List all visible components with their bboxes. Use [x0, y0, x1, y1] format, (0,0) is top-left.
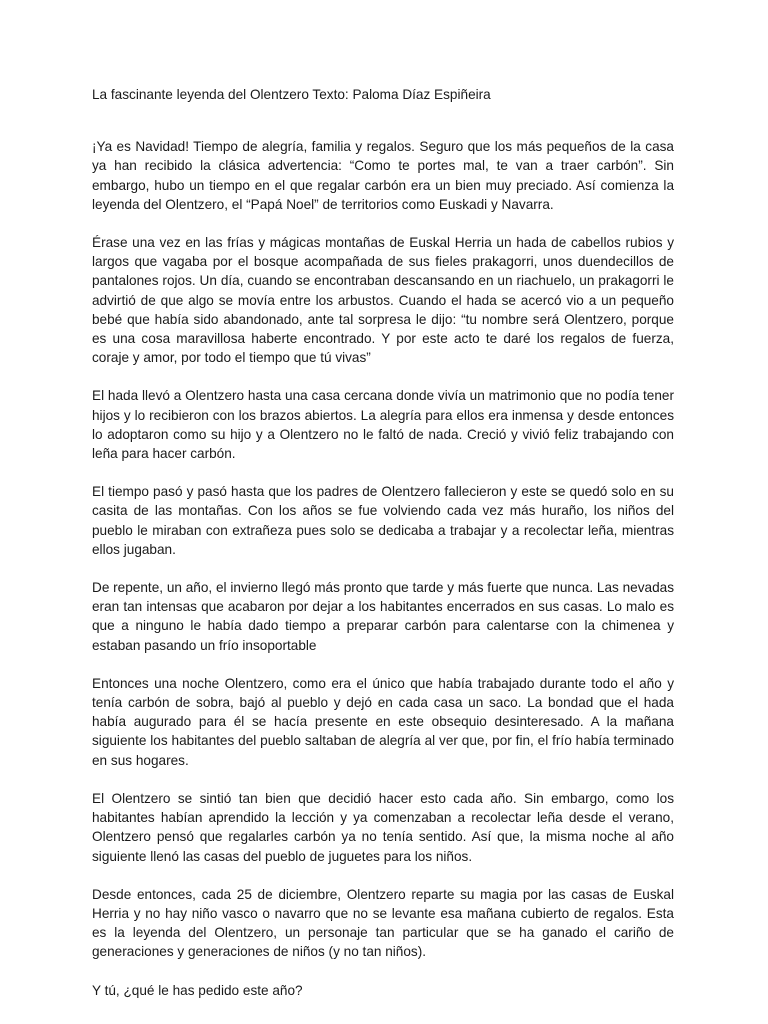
paragraph-invierno: De repente, un año, el invierno llegó más pronto que tarde y más fuerte que nunca. Las nevadas eran tan intensas que acabaron por dejar a los habitantes encerrados en sus casas. Lo malo es que a ninguno le había dado tiempo a preparar carbón para calentarse con la chimenea y estaban pasando un frío insoportable: [92, 580, 674, 653]
paragraph-closing-question: Y tú, ¿qué le has pedido este año?: [92, 982, 303, 998]
paragraph-intro: ¡Ya es Navidad! Tiempo de alegría, familia y regalos. Seguro que los más pequeños de la casa ya han recibido la clásica advertencia: “Como te portes mal, te van a traer carbón”. Sin embargo, hubo un tiempo en el que regalar carbón era un bien muy preciado. Así comienza la leyenda del Olentzero, el “Papá Noel” de territorios como Euskadi y Navarra.: [92, 139, 674, 212]
paragraph-tradicion: Desde entonces, cada 25 de diciembre, Olentzero reparte su magia por las casas de Euskal Herria y no hay niño vasco o navarro que no se levante esa mañana cubierto de regalos. Esta es la leyenda del Olentzero, un personaje tan particular que se ha ganado el cariño de generaciones y generaciones de niños (y no tan niños).: [92, 886, 674, 960]
paragraph-adopcion: El hada llevó a Olentzero hasta una casa cercana donde vivía un matrimonio que no podía tener hijos y lo recibieron con los brazos abiertos. La alegría para ellos era inmensa y desde entonces lo adoptaron como su hijo y a Olentzero no le faltó de nada. Creció y vivió feliz trabajando con leña para hacer carbón.: [92, 388, 674, 462]
document-title: La fascinante leyenda del Olentzero Texto: Paloma Díaz Espiñeira: [92, 87, 491, 102]
paragraph-juguetes: El Olentzero se sintió tan bien que decidió hacer esto cada año. Sin embargo, como los habitantes habían aprendido la lección y ya comenzaban a recolectar leña desde el verano, Olentzero pensó que regalarles carbón ya no tenía sentido. Así que, la misma noche al año siguiente llenó las casas del pueblo de juguetes para los niños.: [92, 790, 674, 864]
paragraph-soledad: El tiempo pasó y pasó hasta que los padres de Olentzero fallecieron y este se quedó solo en su casita de las montañas. Con los años se fue volviendo cada vez más huraño, los niños del pueblo le miraban con extrañeza pues solo se dedicaba a trabajar y a recolectar leña, mientras ellos jugaban.: [92, 484, 674, 557]
document-body: [92, 85, 674, 1019]
paragraph-carbon: Entonces una noche Olentzero, como era el único que había trabajado durante todo el año y tenía carbón de sobra, bajó al pueblo y dejó en cada casa un saco. La bondad que el hada había augurado para él se hacía presente en este obsequio desinteresado. A la mañana siguiente los habitantes del pueblo saltaban de alegría al ver que, por fin, el frío había terminado en sus hogares.: [92, 675, 674, 768]
paragraph-hada: Érase una vez en las frías y mágicas montañas de Euskal Herria un hada de cabellos rubios y largos que vagaba por el bosque acompañada de sus fieles prakagorri, unos duendecillos de pantalones rojos. Un día, cuando se encontraban descansando en un riachuelo, un prakagorri le advirtió de que algo se movía entre los arbustos. Cuando el hada se acercó vio a un pequeño bebé que había sido abandonado, ante tal sorpresa le dijo: “tu nombre será Olentzero, porque es una cosa maravillosa haberte encontrado. Y por este acto te daré los regalos de fuerza, coraje y amor, por todo el tiempo que tú vivas”: [92, 235, 674, 366]
